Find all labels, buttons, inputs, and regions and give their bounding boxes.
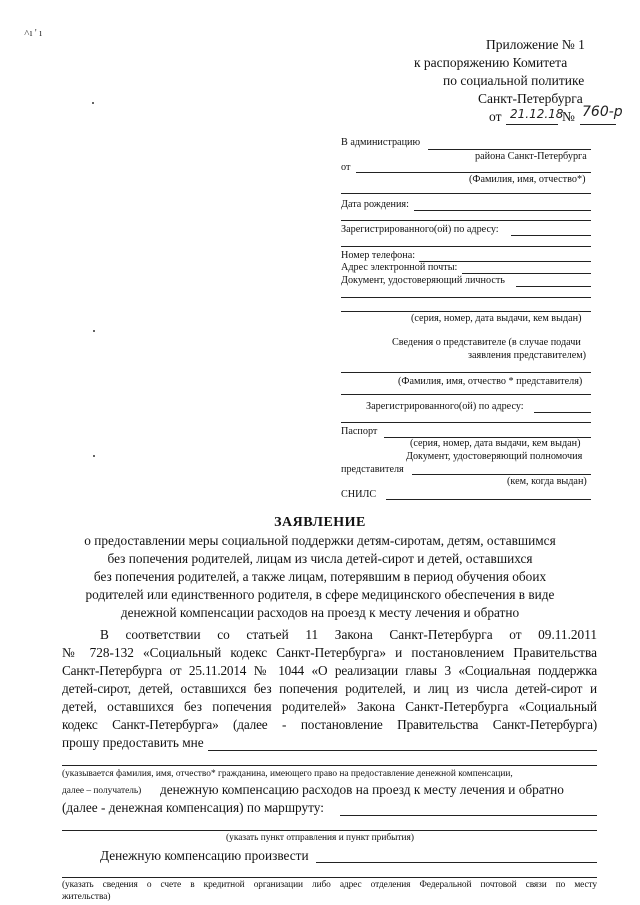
header-date-underline [506, 124, 558, 125]
provide-label: прошу предоставить мне [62, 735, 204, 750]
registered-address-field-2[interactable] [341, 246, 591, 247]
rep-doc-caption: (кем, когда выдан) [507, 476, 587, 487]
body-line-6: кодекс Санкт-Петербурга» (далее - постановление Правительства Санкт-Петербурга) [62, 717, 597, 732]
body-line-5: детей, оставшихся без попечения родителей» Закона Санкт-Петербурга «Социальный [62, 699, 597, 714]
email-label: Адрес электронной почты: [341, 262, 458, 273]
payout-field[interactable] [316, 862, 597, 863]
applicant-name-field[interactable] [356, 172, 591, 173]
fio-caption: (Фамилия, имя, отчество*) [469, 174, 586, 185]
passport-caption: (серия, номер, дата выдачи, кем выдан) [410, 438, 581, 449]
recipient-note: (указывается фамилия, имя, отчество* гражданина, имеющего право на предоставление денежной компенсации, [62, 769, 513, 779]
payout-caption: (указать сведения о счете в кредитной организации либо адрес отделения Федеральной почтовой связи по месту [62, 880, 597, 890]
id-doc-field-2[interactable] [341, 297, 591, 298]
applicant-name-field-2[interactable] [341, 193, 591, 194]
id-doc-field[interactable] [516, 286, 591, 287]
route-caption: (указать пункт отправления и пункт прибытия) [226, 833, 414, 843]
subtitle-line-5: денежной компенсации расходов на проезд к месту лечения и обратно [120, 605, 520, 620]
route-label: (далее - денежная компенсация) по маршруту: [62, 800, 324, 815]
birth-label: Дата рождения: [341, 199, 409, 210]
body-line-3: Санкт-Петербурга от 25.11.2014 № 1044 «О реализации главы 3 «Социальная поддержка [62, 663, 597, 678]
payout-label: Денежную компенсацию произвести [100, 848, 309, 863]
rep-doc-line-1: Документ, удостоверяющий полномочия [406, 451, 583, 462]
rep-registered-label: Зарегистрированного(ой) по адресу: [366, 401, 524, 412]
body-line-1: В соответствии со статьей 11 Закона Санкт-Петербурга от 09.11.2011 [100, 627, 597, 642]
scan-speck [93, 330, 95, 332]
document-title: ЗАЯВЛЕНИЕ [274, 515, 366, 530]
rep-name-field[interactable] [341, 372, 591, 373]
scan-speck [93, 455, 95, 457]
phone-label: Номер телефона: [341, 250, 416, 261]
route-field[interactable] [340, 815, 597, 816]
header-line-2: к распоряжению Комитета [414, 55, 568, 70]
header-line-1: Приложение № 1 [486, 37, 585, 52]
id-doc-field-3[interactable] [341, 311, 591, 312]
birth-extra-line [341, 220, 591, 221]
header-line-4: Санкт-Петербурга [478, 91, 583, 106]
rep-doc-field[interactable] [412, 474, 591, 475]
admin-field[interactable] [428, 149, 591, 150]
header-number-handwritten: 760-р [582, 104, 623, 120]
payout-caption-2: жительства) [62, 892, 111, 902]
district-caption: района Санкт-Петербурга [475, 151, 587, 162]
subtitle-line-2: без попечения родителей, лицам из числа детей-сирот и детей, оставшихся [107, 551, 533, 566]
payout-field-2[interactable] [62, 877, 597, 878]
email-field[interactable] [462, 273, 591, 274]
header-date-label: от [489, 109, 502, 124]
birth-date-field[interactable] [414, 210, 591, 211]
from-label: от [341, 162, 351, 173]
route-field-2[interactable] [62, 830, 597, 831]
rep-doc-line-2: представителя [341, 464, 404, 475]
recipient-name-field[interactable] [208, 750, 597, 751]
rep-info-line-2: заявления представителем) [468, 350, 587, 361]
header-line-3: по социальной политике [443, 73, 585, 88]
passport-label: Паспорт [341, 426, 378, 437]
snils-field[interactable] [386, 499, 591, 500]
header-date-handwritten: 21.12.18 [510, 107, 564, 121]
body-line-4: детей-сирот, детей, оставшихся без попечения родителей, и лиц из числа детей-сирот и [62, 681, 597, 696]
rep-fio-caption: (Фамилия, имя, отчество * представителя) [398, 376, 583, 387]
subtitle-line-1: о предоставлении меры социальной поддержки детям-сиротам, детям, оставшимся [84, 533, 556, 548]
id-caption: (серия, номер, дата выдачи, кем выдан) [411, 313, 582, 324]
header-number-label: № [562, 109, 575, 124]
recipient-name-field-2[interactable] [62, 765, 597, 766]
rep-address-field[interactable] [534, 412, 591, 413]
admin-label: В администрацию [341, 137, 421, 148]
scan-speck [92, 102, 94, 104]
compensation-text: денежную компенсацию расходов на проезд к месту лечения и обратно [160, 782, 564, 797]
rep-name-field-2[interactable] [341, 394, 591, 395]
id-doc-label: Документ, удостоверяющий личность [341, 275, 505, 286]
registered-label: Зарегистрированного(ой) по адресу: [341, 224, 499, 235]
rep-info-line-1: Сведения о представителе (в случае подачи [392, 337, 581, 348]
recipient-note-2: далее – получатель) [62, 786, 142, 796]
body-line-2: № 728-132 «Социальный кодекс Санкт-Петербурга» и постановлением Правительства [62, 645, 597, 660]
scan-corner-marks: ˄ı ' ı [24, 28, 42, 39]
subtitle-line-4: родителей или единственного родителя, в сфере медицинского обеспечения в виде [85, 587, 555, 602]
header-number-underline [580, 124, 616, 125]
registered-address-field[interactable] [511, 235, 591, 236]
rep-address-field-2[interactable] [341, 422, 591, 423]
snils-label: СНИЛС [341, 489, 377, 500]
subtitle-line-3: без попечения родителей, а также лицам, потерявшим в период обучения обоих [93, 569, 547, 584]
